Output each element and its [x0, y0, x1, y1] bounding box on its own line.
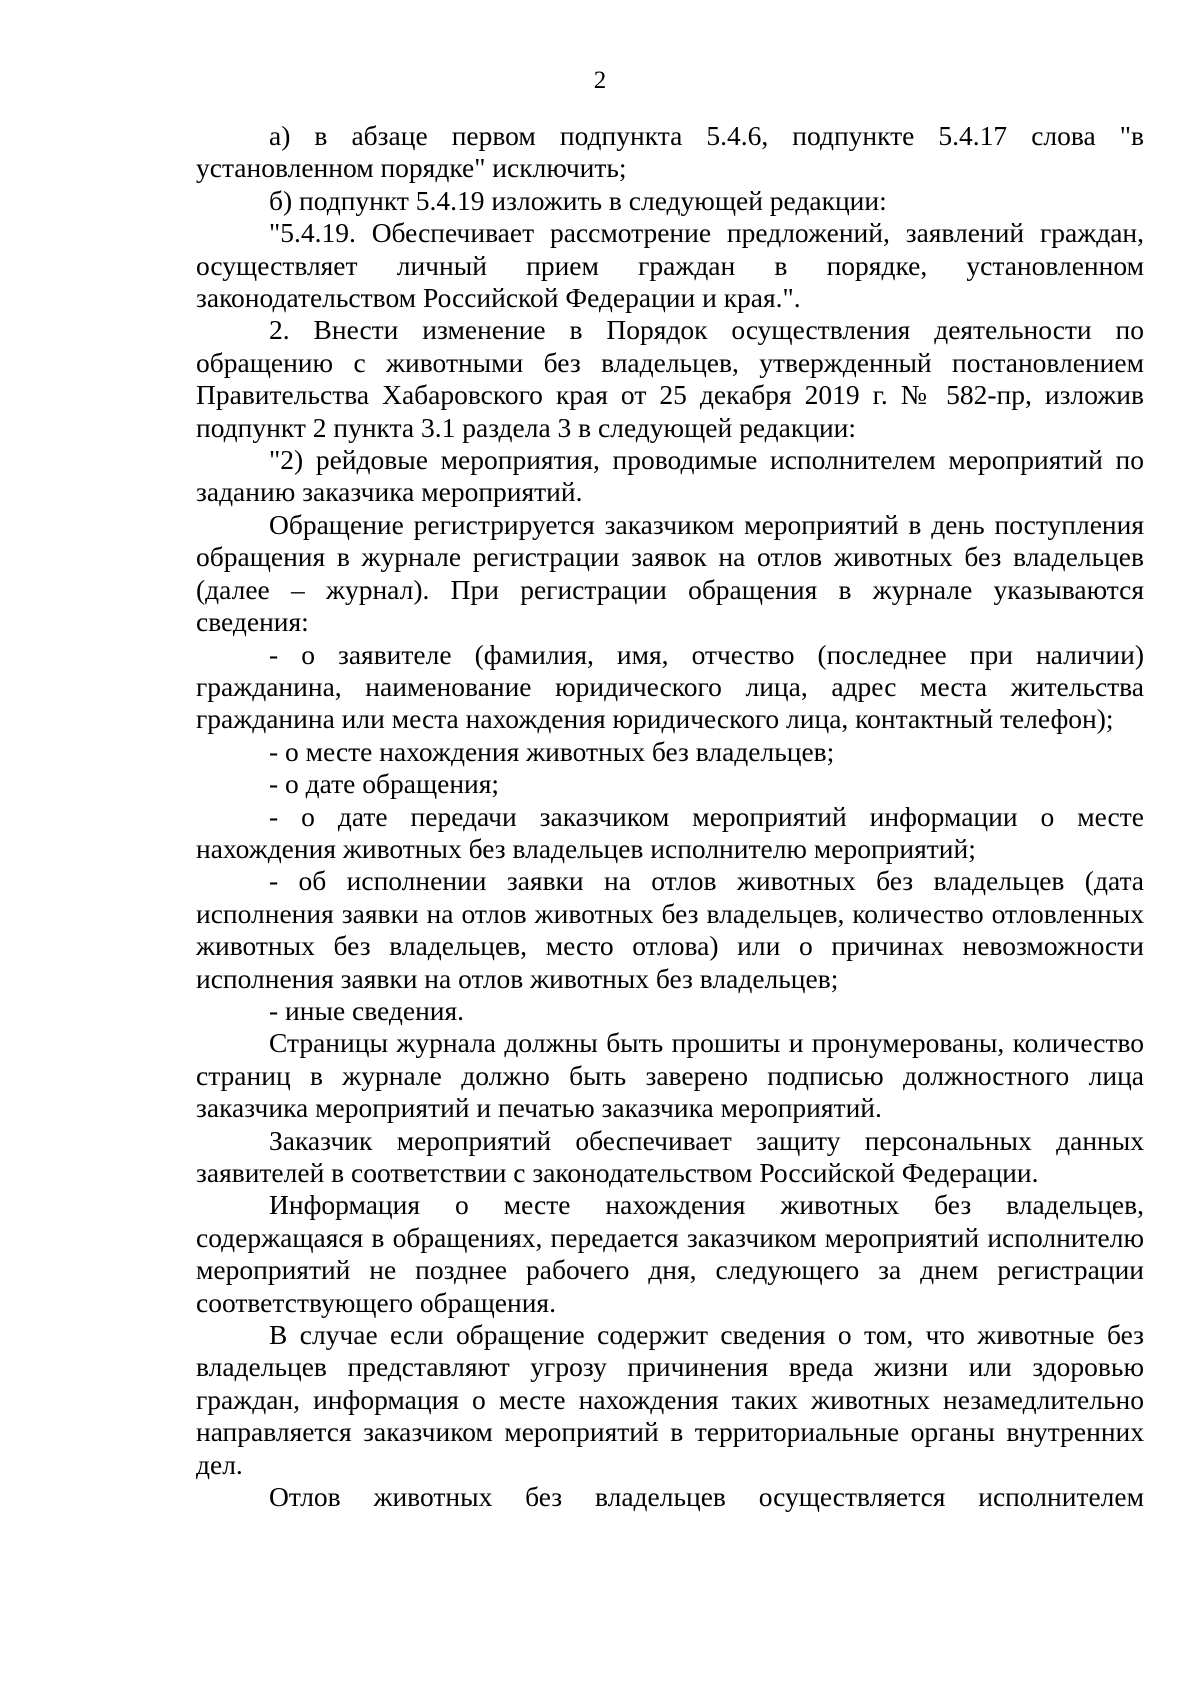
list-item-other: - иные сведения.: [269, 994, 465, 1026]
paragraph-item-2: 2. Внести изменение в Порядок осуществления деятельности по обращению с животными без владельцев, утвержденный постановлением Правительства Хабаровского края от 25 декабря 2019 г. № 582-пр, изложив подпункт 2 пункта 3.1 раздела 3 в следующей редакции:: [196, 314, 1144, 443]
paragraph-journal-pages: Страницы журнала должны быть прошиты и пронумерованы, количество страниц в журнале должно быть заверено подписью должностного лица заказчика мероприятий и печатью заказчика мероприятий.: [196, 1027, 1144, 1124]
paragraph-5-4-19: "5.4.19. Обеспечивает рассмотрение предложений, заявлений граждан, осуществляет личный прием граждан в порядке, установленном законодательством Российской Федерации и края.".: [196, 217, 1144, 314]
list-item-location: - о месте нахождения животных без владельцев;: [269, 735, 835, 767]
paragraph-amend-b: б) подпункт 5.4.19 изложить в следующей редакции:: [269, 184, 887, 216]
paragraph-registration: Обращение регистрируется заказчиком мероприятий в день поступления обращения в журнале регистрации заявок на отлов животных без владельцев (далее – журнал). При регистрации обращения в журнале указываются сведения:: [196, 508, 1144, 638]
paragraph-personal-data: Заказчик мероприятий обеспечивает защиту персональных данных заявителей в соответствии с законодательством Российской Федерации.: [196, 1124, 1144, 1188]
list-item-applicant: - о заявителе (фамилия, имя, отчество (последнее при наличии) гражданина, наименование юридического лица, адрес места жительства гражданина или места нахождения юридического лица, контактный телефон);: [196, 638, 1144, 735]
paragraph-raid-activities: "2) рейдовые мероприятия, проводимые исполнителем мероприятий по заданию заказчика мероприятий.: [196, 444, 1144, 508]
list-item-execution: - об исполнении заявки на отлов животных без владельцев (дата исполнения заявки на отлов животных без владельцев, количество отловленных животных без владельцев, место отлова) или о причинах невозможности исполнения заявки на отлов животных без владельцев;: [196, 865, 1144, 994]
paragraph-threat-case: В случае если обращение содержит сведения о том, что животные без владельцев представляют угрозу причинения вреда жизни или здоровью граждан, информация о месте нахождения таких животных незамедлительно направляется заказчиком мероприятий в территориальные органы внутренних дел.: [196, 1319, 1144, 1480]
paragraph-information-transfer: Информация о месте нахождения животных без владельцев, содержащаяся в обращениях, передается заказчиком мероприятий исполнителю мероприятий не позднее рабочего дня, следующего за днем регистрации соответствующего обращения.: [196, 1189, 1144, 1318]
paragraph-capture: Отлов животных без владельцев осуществляется исполнителем: [269, 1481, 1144, 1513]
list-item-date: - о дате обращения;: [269, 768, 500, 800]
page-number: 2: [593, 67, 607, 94]
list-item-transfer-date: - о дате передачи заказчиком мероприятий информации о месте нахождения животных без владельцев исполнителю мероприятий;: [196, 800, 1144, 864]
document-body: [196, 120, 1144, 1513]
paragraph-amend-a: а) в абзаце первом подпункта 5.4.6, подпункте 5.4.17 слова "в установленном порядке" исключить;: [196, 120, 1144, 184]
